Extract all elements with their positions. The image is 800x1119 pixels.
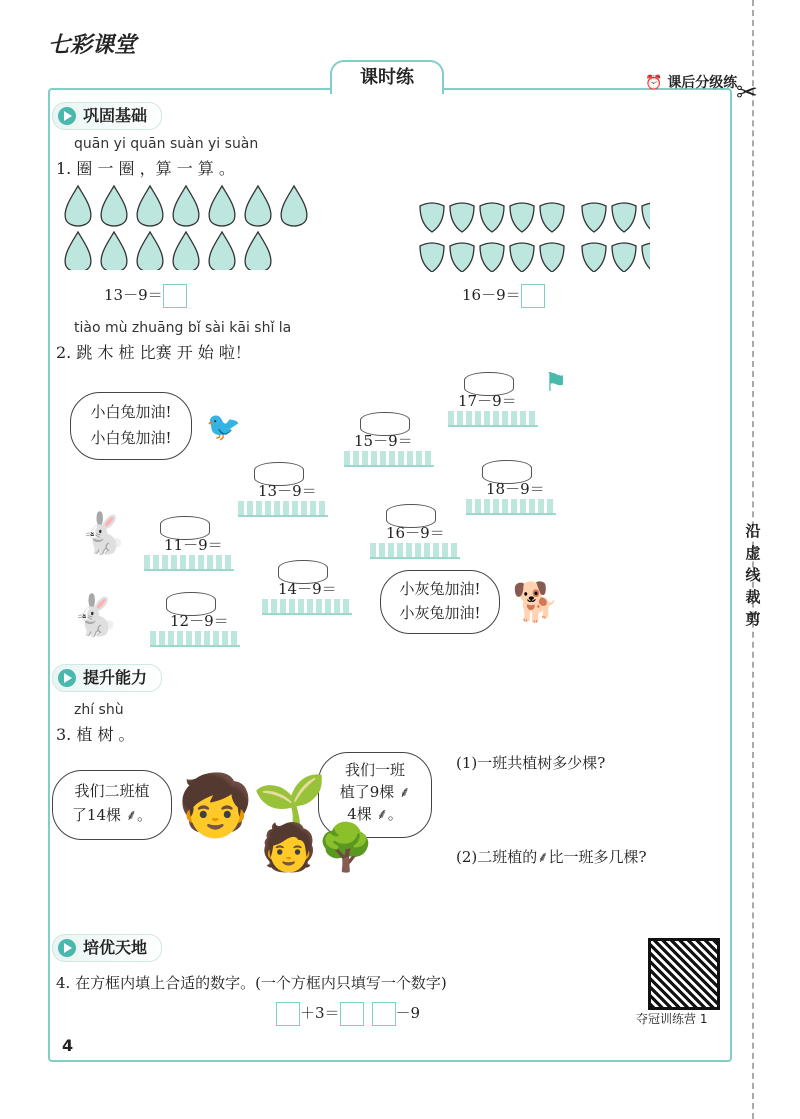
scissors-icon: ✂ xyxy=(736,78,758,108)
q2-text: 2. 跳 木 桩 比赛 开 始 啦！ xyxy=(56,343,251,362)
q3-pinyin: zhí shù xyxy=(74,702,124,718)
answer-box[interactable] xyxy=(276,1002,300,1026)
strawberry xyxy=(540,243,564,272)
rabbit-icon: 🐇 xyxy=(78,511,128,557)
q4-equation: ＋3＝ －9 xyxy=(276,1002,420,1026)
strawberry xyxy=(582,203,606,232)
bird-icon: 🐦 xyxy=(206,410,241,443)
pear xyxy=(101,186,127,226)
pear xyxy=(65,186,91,226)
play-icon xyxy=(58,939,76,957)
pear xyxy=(245,232,271,270)
pear xyxy=(137,186,163,226)
strawberry xyxy=(420,203,444,232)
sapling-icon: ⸙ xyxy=(399,783,411,801)
q1-text: 1. 圈 一 圈 ，算 一 算 。 xyxy=(56,159,235,178)
strawberry xyxy=(642,243,650,272)
stump: 12－9＝ xyxy=(150,592,240,647)
pear xyxy=(173,232,199,270)
page-title: 课时练 xyxy=(330,60,444,94)
sapling-icon: ⸙ xyxy=(537,848,549,866)
pear xyxy=(245,186,271,226)
q3-text: 3. 植 树 。 xyxy=(56,725,135,744)
stump: 16－9＝ xyxy=(370,504,460,559)
clock-icon: ⏰ xyxy=(645,75,668,91)
play-icon xyxy=(58,669,76,687)
section-heading: 培优天地 xyxy=(52,934,162,962)
pear xyxy=(101,232,127,270)
strawberry xyxy=(582,243,606,272)
q1-eq-right: 16－9＝ xyxy=(462,284,545,308)
q4-text: 4. 在方框内填上合适的数字。(一个方框内只填写一个数字) xyxy=(56,974,447,992)
dog-icon: 🐕 xyxy=(512,580,560,624)
strawberry xyxy=(450,203,474,232)
cut-instruction: 沿 虚 线 裁 剪 xyxy=(745,522,761,628)
stump: 15－9＝ xyxy=(344,412,434,467)
play-icon xyxy=(58,107,76,125)
strawberry xyxy=(510,203,534,232)
strawberry xyxy=(480,203,504,232)
qr-caption: 夺冠训练营 1 xyxy=(636,1012,708,1026)
logo: 七彩课堂 xyxy=(48,32,137,58)
stump: 13－9＝ xyxy=(238,462,328,517)
stump: 17－9＝ xyxy=(448,372,538,427)
q3-sub1: (1)一班共植树多少棵? xyxy=(456,754,606,772)
pear xyxy=(281,186,307,226)
strawberry xyxy=(450,243,474,272)
answer-box[interactable] xyxy=(163,284,187,308)
stump: 18－9＝ xyxy=(466,460,556,515)
q1-eq-left: 13－9＝ xyxy=(104,284,187,308)
strawberry xyxy=(510,243,534,272)
answer-box[interactable] xyxy=(340,1002,364,1026)
strawberry xyxy=(612,243,636,272)
qr-code xyxy=(648,938,720,1010)
page-number: 4 xyxy=(62,1036,74,1055)
strawberry xyxy=(480,243,504,272)
sapling-icon: ⸙ xyxy=(125,806,138,824)
speech-bubble: 小灰兔加油! 小灰兔加油! xyxy=(380,570,500,634)
speech-bubble: 小白兔加油! 小白兔加油! xyxy=(70,392,192,460)
strawberry xyxy=(540,203,564,232)
strawberry xyxy=(420,243,444,272)
q3-sub2: (2)二班植的⸙比一班多几棵? xyxy=(456,848,647,866)
flag-icon: ⚑ xyxy=(544,368,568,398)
answer-box[interactable] xyxy=(521,284,545,308)
speech-bubble: 我们一班 植了9棵 ⸙ 4棵 ⸙。 xyxy=(318,752,432,838)
speech-bubble: 我们二班植 了14棵 ⸙。 xyxy=(52,770,172,840)
pear xyxy=(209,232,235,270)
q1-pinyin: quān yi quān suàn yi suàn xyxy=(74,136,259,152)
strawberries-illustration xyxy=(410,192,650,272)
children-planting-illustration: 🧑🌳 xyxy=(260,820,375,874)
stump: 11－9＝ xyxy=(144,516,234,571)
answer-box[interactable] xyxy=(372,1002,396,1026)
pears-illustration xyxy=(62,180,332,270)
children-planting-illustration: 🧒🌱 xyxy=(178,771,328,841)
strawberry xyxy=(642,203,650,232)
pear xyxy=(65,232,91,270)
section-heading: 提升能力 xyxy=(52,664,162,692)
strawberry xyxy=(612,203,636,232)
stump: 14－9＝ xyxy=(262,560,352,615)
rabbit-icon: 🐇 xyxy=(70,593,120,639)
pear xyxy=(137,232,163,270)
section-heading: 巩固基础 xyxy=(52,102,162,130)
q2-pinyin: tiào mù zhuāng bǐ sài kāi shǐ la xyxy=(74,320,292,336)
page-subtitle: ⏰ 课后分级练 xyxy=(645,75,738,91)
pear xyxy=(173,186,199,226)
sapling-icon: ⸙ xyxy=(376,805,388,823)
pear xyxy=(209,186,235,226)
